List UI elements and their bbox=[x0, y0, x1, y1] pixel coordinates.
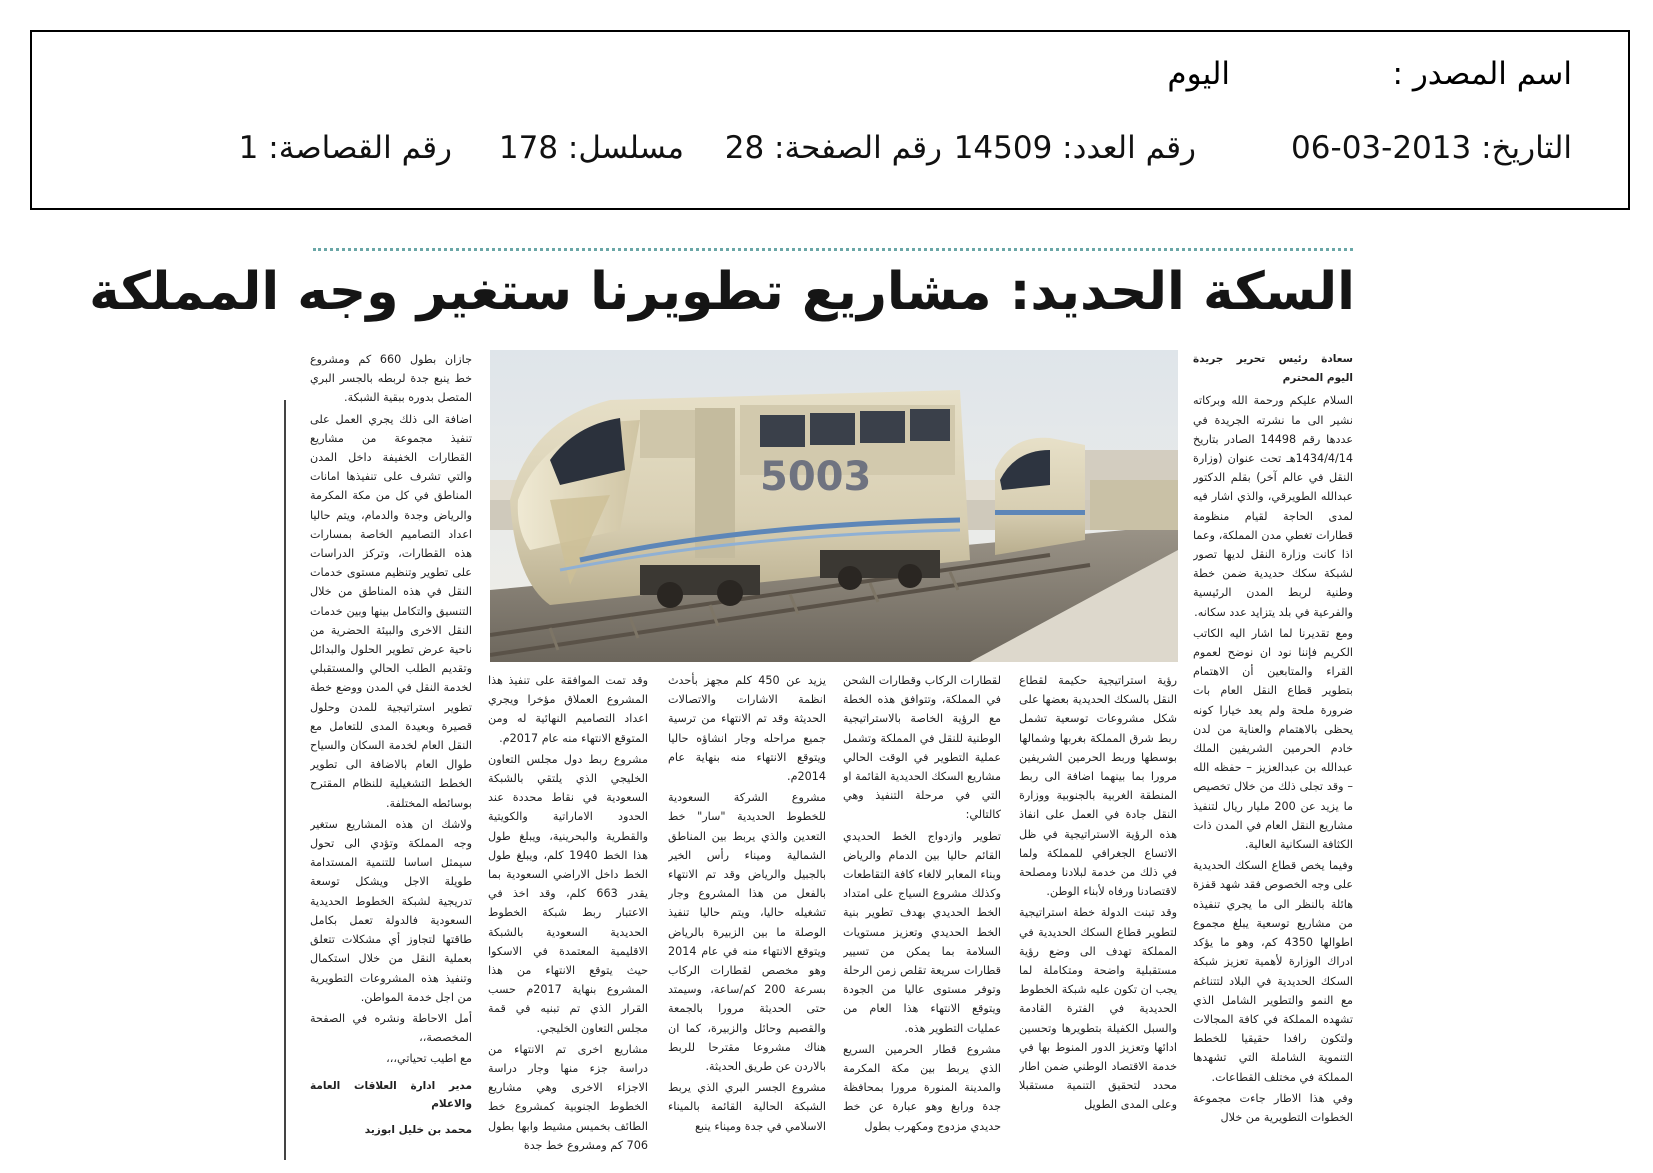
page-number: رقم الصفحة: 28 bbox=[724, 130, 942, 166]
clip-edge-rule bbox=[284, 400, 286, 1160]
article-column-4 bbox=[668, 671, 826, 1159]
signature-name: محمد بن خليل ابوزيد bbox=[364, 1123, 472, 1136]
paragraph: السلام عليكم ورحمة الله وبركاته نشير الى ما نشرته الجريدة في عددها رقم 14498 الصادر بتاريخ 1434/4/14هـ تحت عنوان (وزارة النقل في عالم آخر) بقلم الدكتور عبدالله الطويرقي، والذي اشار فيه لمدى الحاجة لقيام منظومة قطارات تغطي مدن المملكة، وعما اذا كانت وزارة النقل لديها تصور لشبكة سكك حديدية ضمن خطة وطنية لربط المدن الرئيسية والفرعية في بلد يتزايد عدد سكانه. bbox=[1193, 394, 1353, 619]
paragraph: مشروع الشركة السعودية للخطوط الحديدية "سار" خط التعدين والذي يربط بين المناطق الشمالية وميناء رأس الخير بالجبيل والرياض وقد تم الانتهاء بالفعل من هذا المشروع وجار تشغيله حاليا، ويتم حاليا تنفيذ الوصلة ما بين الزبيرة بالرياض ويتوقع الانتهاء منه في عام 2014 وهو مخصص لقطارات الركاب بسرعة 200 كم/ساعة، وسيمتد حتى الحديثة مرورا بالجمعة والقصيم وحائل والزبيرة، كما ان هناك مشروعا مقترحا للربط بالاردن عن طريق الحديثة. bbox=[668, 791, 826, 1074]
paragraph: جازان بطول 660 كم ومشروع خط ينبع جدة لربطه بالجسر البري المتصل بدوره ببقية الشبكة. bbox=[310, 353, 472, 405]
paragraph: وقد تمت الموافقة على تنفيذ هذا المشروع العملاق مؤخرا ويجري اعداد التصاميم النهائية له ومن المتوقع الانتهاء منه عام 2017م. bbox=[488, 674, 648, 745]
closing-line: مع اطيب تحياتي،،، bbox=[386, 1052, 472, 1066]
paragraph: وفي هذا الاطار جاءت مجموعة الخطوات التطويرية من خلال bbox=[1193, 1091, 1353, 1124]
article-column-6 bbox=[310, 350, 472, 1158]
train-illustration bbox=[490, 350, 1178, 662]
paragraph: ومع تقديرنا لما اشار اليه الكاتب الكريم فإننا نود ان نوضح لعموم القراء والمتابعين أن الاهتمام بتطوير قطاع النقل العام بات ضرورة ملحة ولم يعد خيارا كونه يحظى بالاهتمام والعناية من لدن خادم الحرمين الشريفين الملك عبدالله بن عبدالعزيز – حفظه الله – وقد تجلى ذلك من خلال تخصيص ما يزيد عن 200 مليار ريال لتنفيذ مشاريع النقل العام في المدن ذات الكثافة السكانية العالية. bbox=[1193, 626, 1353, 852]
source-metadata-box bbox=[30, 30, 1630, 210]
article-column-3 bbox=[843, 671, 1001, 1159]
paragraph: وقد تبنت الدولة خطة استراتيجية لتطوير قطاع السكك الحديدية في المملكة تهدف الى وضع رؤية مستقبلية واضحة ومتكاملة لما يجب ان تكون عليه شبكة الخطوط الحديدية في الفترة القادمة والسبل الكفيلة بتطويرها وتحسين ادائها وتعزيز الدور المنوط بها في خدمة الاقتصاد الوطني ضمن اطار محدد لتحقيق التنمية مستقبلا وعلى المدى الطويل bbox=[1019, 906, 1177, 1112]
article-column-5 bbox=[488, 671, 648, 1159]
closing-line: أمل الاحاطة ونشره في الصفحة المخصصة،، bbox=[310, 1011, 472, 1045]
source-name: اليوم bbox=[1167, 56, 1230, 92]
source-label: اسم المصدر : bbox=[1392, 56, 1572, 92]
paragraph: مشروع ربط دول مجلس التعاون الخليجي الذي يلتقي بالشبكة السعودية في نقاط محددة عند الحدود الاماراتية والكويتية والقطرية والبحرينية، ويبلغ طول هذا الخط 1940 كلم، ويبلغ طول الخط داخل الاراضي السعودية بما يقدر 663 كلم، وقد اخذ في الاعتبار ربط شبكة الخطوط الحديدية السعودية بالشبكة الاقليمية المعتمدة في الاسكوا حيث يتوقع الانتهاء من هذا المشروع بنهاية 2017م حسب القرار الذي تم تبنيه في قمة مجلس التعاون الخليجي. bbox=[488, 752, 648, 1035]
serial-number: مسلسل: 178 bbox=[498, 130, 684, 166]
car-number: 5003 bbox=[760, 454, 872, 500]
article-column-2 bbox=[1019, 671, 1177, 1159]
date-field: التاريخ: 2013-03-06 bbox=[1291, 130, 1572, 166]
dotted-separator bbox=[313, 248, 1353, 251]
paragraph: ولاشك ان هذه المشاريع ستغير وجه المملكة وتؤدي الى تحول سيمثل اساسا للتنمية المستدامة طويلة الاجل ويشكل توسعة تدريجية لشبكة الخطوط الحديدية السعودية فالدولة تعمل بكامل طاقتها لتجاوز أي مشكلات تتعلق بعملية النقل من خلال استكمال وتنفيذ هذه المشروعات التطويرية من اجل خدمة المواطن. bbox=[310, 817, 472, 1004]
article-headline: السكة الحديد: مشاريع تطويرنا ستغير وجه المملكة bbox=[89, 262, 1355, 322]
paragraph: مشروع الجسر البري الذي يربط الشبكة الحالية القائمة بالميناء الاسلامي في جدة وميناء ينبع bbox=[668, 1081, 826, 1133]
train-photo bbox=[490, 350, 1178, 662]
paragraph: اضافة الى ذلك يجري العمل على تنفيذ مجموعة من مشاريع القطارات الخفيفة داخل المدن والتي تشرف على تنفيذها امانات المناطق في كل من مكة المكرمة والرياض وجدة والدمام، ويتم حاليا اعداد التصاميم الخاصة بمسارات هذه القطارات، وتركز الدراسات على تطوير وتنظيم مستوى خدمات النقل في هذه المناطق من خلال التنسيق والتكامل بينها وبين خدمات النقل الاخرى والبيئة الحضرية من ناحية عرض تطوير الحلول والبدائل وتقديم الطلب الحالي والمستقبلي لخدمة النقل في المدن ووضع خطة تطوير استراتيجية للمدن وحلول قصيرة وبعيدة المدى للتعامل مع النقل العام لخدمة السكان والسياح طوال العام بالاضافة الى تطوير الخطط التشغيلية للنظام المقترح بوسائطه المختلفة. bbox=[310, 412, 472, 810]
clip-number: رقم القصاصة: 1 bbox=[238, 130, 452, 166]
salutation: سعادة رئيس تحرير جريدة اليوم المحترم bbox=[1193, 353, 1353, 385]
paragraph: وفيما يخص قطاع السكك الحديدية على وجه الخصوص فقد شهد قفزة هائلة بالنظر الى ما يجري تنفيذه من مشاريع توسعية يبلغ مجموع اطوالها 4350 كم، وهو ما يؤكد ادراك الوزارة لأهمية تعزيز شبكة السكك الحديدية في البلاد لتتناغم مع النمو والتطوير الشامل الذي تشهده المملكة في كافة المجالات ولتكون رافدا حقيقيا للخطط التنموية الشاملة التي تشهدها المملكة في مختلف القطاعات. bbox=[1193, 859, 1353, 1084]
paragraph: تطوير وازدواج الخط الحديدي القائم حاليا بين الدمام والرياض وبناء المعابر لالغاء كافة التقاطعات وكذلك مشروع السياج على امتداد الخط الحديدي بهدف تطوير بنية الخط الحديدي وتعزيز مستويات السلامة بما يمكن من تسيير قطارات سريعة تقلص زمن الرحلة وتوفر مستوى عاليا من الجودة ويتوقع الانتهاء هذا العام من عمليات التطوير هذه. bbox=[843, 829, 1001, 1035]
signature-title: مدير ادارة العلاقات العامة والاعلام bbox=[310, 1079, 472, 1110]
article-column-1 bbox=[1193, 350, 1353, 1158]
issue-number: رقم العدد: 14509 bbox=[953, 130, 1196, 166]
main-train bbox=[510, 390, 970, 608]
paragraph: يزيد عن 450 كلم مجهز بأحدث انظمة الاشارات والاتصالات الحديثة وقد تم الانتهاء من ترسية جميع مراحله وجار انشاؤه حاليا ويتوقع الانتهاء منه بنهاية عام 2014م. bbox=[668, 674, 826, 784]
paragraph: لقطارات الركاب وقطارات الشحن في المملكة، وتتوافق هذه الخطة مع الرؤية الخاصة بالاستراتيجية الوطنية للنقل في المملكة وتشمل عملية التطوير في الوقت الحالي مشاريع السكك الحديدية القائمة او التي في مرحلة التنفيذ وهي كالتالي: bbox=[843, 674, 1001, 822]
paragraph: رؤية استراتيجية حكيمة لقطاع النقل بالسكك الحديدية بعضها على شكل مشروعات توسعية تشمل ربط شرق المملكة بغربها وشمالها بوسطها وربط الحرمين الشريفين مرورا بما بينهما اضافة الى ربط المنطقة الغربية بالجنوبية ووزارة النقل جادة في العمل على انفاذ هذه الرؤية الاستراتيجية في ظل الاتساع الجغرافي للمملكة ولما في ذلك من خدمة لبلادنا ومصلحة لاقتصادنا ورفاه لأبناء الوطن. bbox=[1019, 674, 1177, 899]
paragraph: مشروع قطار الحرمين السريع الذي يربط بين مكة المكرمة والمدينة المنورة مرورا بمحافظة جدة ورابغ وهو عبارة عن خط حديدي مزدوج ومكهرب بطول bbox=[843, 1042, 1001, 1133]
paragraph: مشاريع اخرى تم الانتهاء من دراسة جزء منها وجار دراسة الاجزاء الاخرى وهي مشاريع الخطوط الجنوبية كمشروع خط الطائف بخميس مشيط وابها بطول 706 كم ومشروع خط جدة bbox=[488, 1042, 648, 1152]
